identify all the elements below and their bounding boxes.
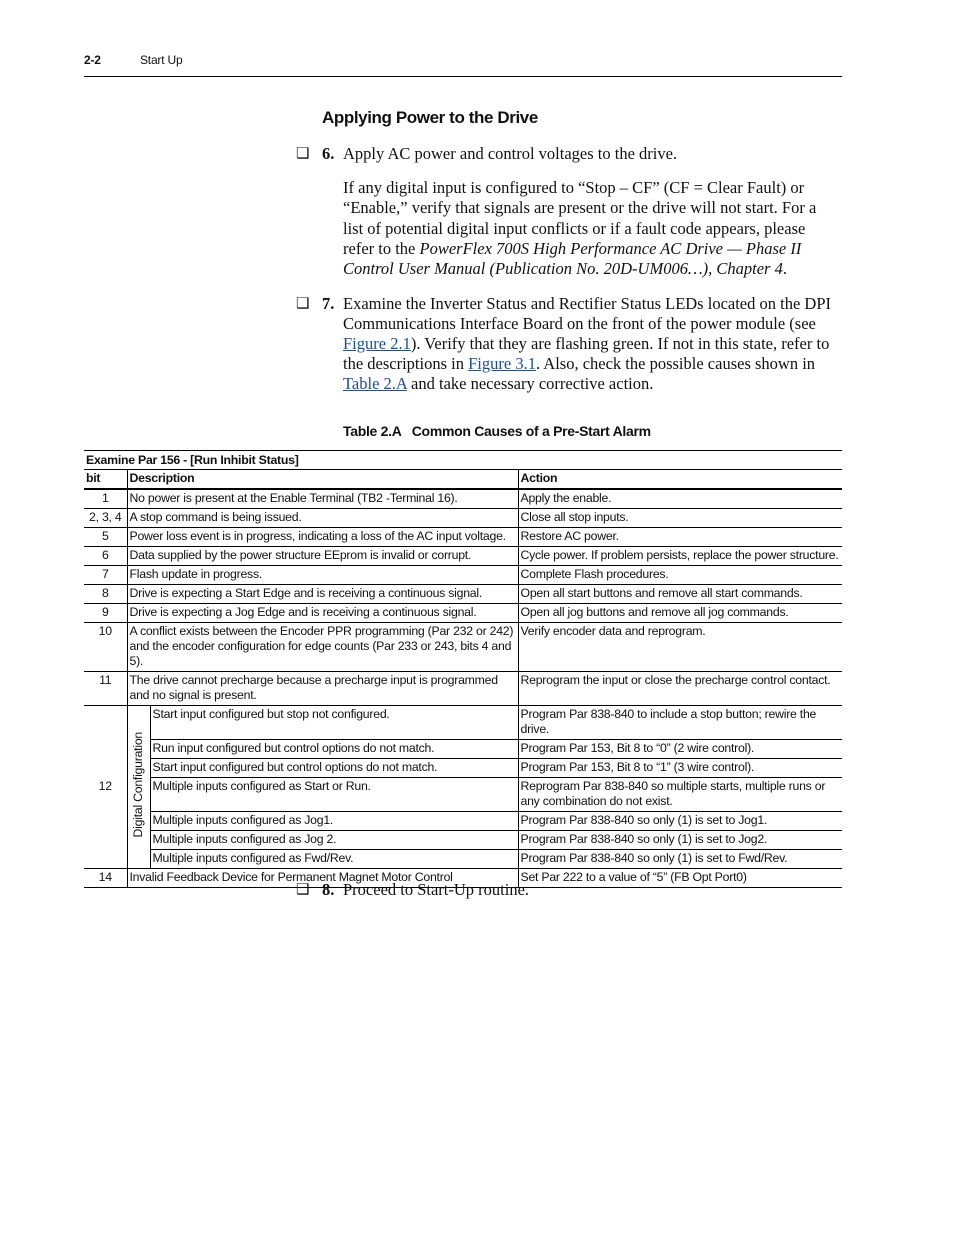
row-description: Drive is expecting a Jog Edge and is receiving a continuous signal. [127, 604, 518, 623]
manual-reference: PowerFlex 700S High Performance AC Drive — Phase II Control User Manual (Publication No. 20D-UM006…), Chapter 4 [343, 238, 802, 279]
table-row [84, 566, 842, 585]
row-bit: 7 [84, 566, 127, 585]
table-caption: Table 2.A Common Causes of a Pre-Start Alarm [343, 423, 651, 439]
row-description: Invalid Feedback Device for Permanent Magnet Motor Control [127, 869, 518, 888]
figure-2-1-link[interactable]: Figure 2.1 [343, 334, 411, 353]
row-action: Restore AC power. [518, 528, 842, 547]
row-bit: 12 [84, 706, 127, 869]
row-description: No power is present at the Enable Terminal (TB2 -Terminal 16). [127, 489, 518, 509]
checkbox-icon[interactable]: ❑ [296, 146, 310, 162]
header-bit: bit [84, 470, 127, 490]
step-number: 8. [322, 880, 335, 899]
row-description: Flash update in progress. [127, 566, 518, 585]
row-action: Program Par 838-840 to include a stop button; rewire the drive. [518, 706, 842, 740]
step-text: Proceed to Start-Up routine. [343, 880, 530, 899]
group-label: Digital Configuration [131, 732, 145, 838]
row-bit: 6 [84, 547, 127, 566]
row-description: Multiple inputs configured as Start or Run. [150, 778, 518, 812]
step-6-note [343, 178, 839, 279]
row-description: Start input configured but control options do not match. [150, 759, 518, 778]
table-row [84, 831, 842, 850]
row-description: Start input configured but stop not configured. [150, 706, 518, 740]
table-2a-link[interactable]: Table 2.A [343, 374, 407, 393]
table-header-row [84, 470, 842, 490]
table-row [84, 850, 842, 869]
table-title-row [84, 451, 842, 470]
step-text [343, 294, 839, 394]
checkbox-icon[interactable]: ❑ [296, 882, 310, 898]
table-row [84, 623, 842, 672]
row-action: Open all start buttons and remove all start commands. [518, 585, 842, 604]
row-description: Drive is expecting a Start Edge and is receiving a continuous signal. [127, 585, 518, 604]
row-bit: 14 [84, 869, 127, 888]
chapter-title: Start Up [140, 53, 183, 67]
row-description: Multiple inputs configured as Jog1. [150, 812, 518, 831]
row-action: Open all jog buttons and remove all jog commands. [518, 604, 842, 623]
row-description: The drive cannot precharge because a precharge input is programmed and no signal is present. [127, 672, 518, 706]
table-row [84, 489, 842, 509]
section-heading: Applying Power to the Drive [322, 108, 538, 127]
row-action: Complete Flash procedures. [518, 566, 842, 585]
row-bit: 11 [84, 672, 127, 706]
row-action: Set Par 222 to a value of “5” (FB Opt Port0) [518, 869, 842, 888]
row-description: Multiple inputs configured as Jog 2. [150, 831, 518, 850]
header-description: Description [127, 470, 518, 490]
step-number: 6. [322, 144, 335, 163]
row-bit: 10 [84, 623, 127, 672]
header-rule [84, 76, 842, 77]
table-row [84, 706, 842, 740]
row-action: Program Par 838-840 so only (1) is set to Fwd/Rev. [518, 850, 842, 869]
row-description: Run input configured but control options do not match. [150, 740, 518, 759]
checkbox-icon[interactable]: ❑ [296, 296, 310, 312]
row-description: Data supplied by the power structure EEprom is invalid or corrupt. [127, 547, 518, 566]
table-row [84, 585, 842, 604]
row-bit: 8 [84, 585, 127, 604]
row-action: Reprogram Par 838-840 so multiple starts, multiple runs or any combination do not exist. [518, 778, 842, 812]
row-action: Apply the enable. [518, 489, 842, 509]
figure-3-1-link[interactable]: Figure 3.1 [468, 354, 536, 373]
pre-start-alarm-table [84, 450, 842, 888]
row-bit: 2, 3, 4 [84, 509, 127, 528]
table-row [84, 812, 842, 831]
group-label-cell [127, 706, 150, 869]
row-bit: 1 [84, 489, 127, 509]
step-text-part: . Also, check the possible causes shown in [535, 354, 816, 373]
header-action: Action [518, 470, 842, 490]
step-number: 7. [322, 294, 335, 313]
table-title: Examine Par 156 - [Run Inhibit Status] [84, 451, 842, 470]
step-text-part: and take necessary corrective action. [406, 374, 654, 393]
row-action: Program Par 838-840 so only (1) is set to Jog2. [518, 831, 842, 850]
note-end: . [782, 259, 787, 279]
row-description: A conflict exists between the Encoder PPR programming (Par 232 or 242) and the encoder configuration for edge counts (Par 233 or 243, bits 4 and 5). [127, 623, 518, 672]
table-row [84, 672, 842, 706]
table-row [84, 740, 842, 759]
table-row [84, 759, 842, 778]
table-row [84, 528, 842, 547]
row-action: Verify encoder data and reprogram. [518, 623, 842, 672]
row-action: Close all stop inputs. [518, 509, 842, 528]
row-action: Program Par 153, Bit 8 to “0” (2 wire control). [518, 740, 842, 759]
row-action: Reprogram the input or close the precharge control contact. [518, 672, 842, 706]
row-description: A stop command is being issued. [127, 509, 518, 528]
table-row [84, 604, 842, 623]
step-text-part: ). Verify that they are flashing green. If not in this state, refer to the descriptions in [343, 334, 830, 373]
step-text: Apply AC power and control voltages to the drive. [343, 144, 678, 163]
table-row [84, 547, 842, 566]
table-row [84, 509, 842, 528]
step-text-part: Examine the Inverter Status and Rectifier Status LEDs located on the DPI Communications Interface Board on the front of the power module (see [343, 294, 831, 333]
page-number: 2-2 [84, 53, 101, 67]
row-bit: 5 [84, 528, 127, 547]
row-bit: 9 [84, 604, 127, 623]
table-row [84, 778, 842, 812]
row-action: Program Par 153, Bit 8 to “1” (3 wire control). [518, 759, 842, 778]
row-action: Cycle power. If problem persists, replace the power structure. [518, 547, 842, 566]
note-text: If any digital input is configured to “Stop – CF” (CF = Clear Fault) or “Enable,” verify that signals are present or the drive will not start. For a list of potential digital input conflicts or if a fault code appears, please refer to the [343, 178, 817, 258]
row-description: Power loss event is in progress, indicating a loss of the AC input voltage. [127, 528, 518, 547]
row-action: Program Par 838-840 so only (1) is set to Jog1. [518, 812, 842, 831]
row-description: Multiple inputs configured as Fwd/Rev. [150, 850, 518, 869]
